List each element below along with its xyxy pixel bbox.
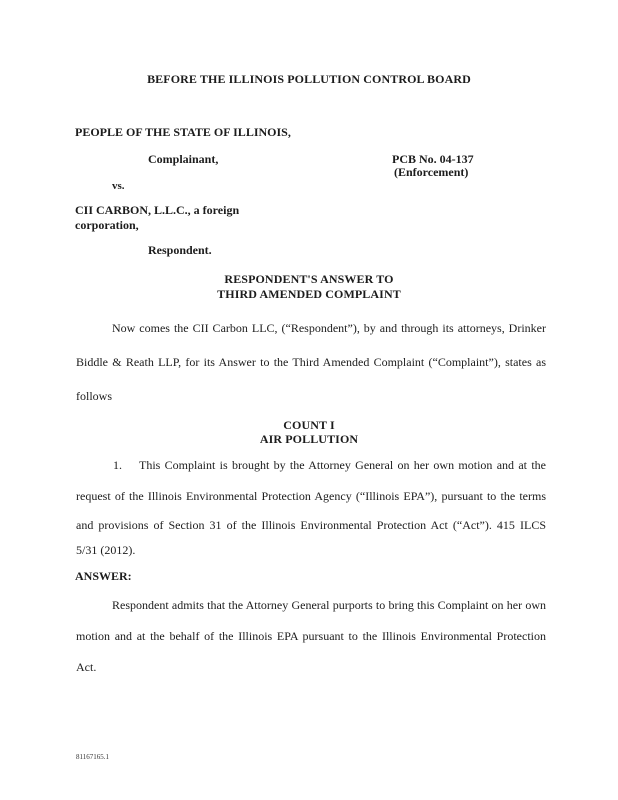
paragraph1-number: 1. [113, 458, 122, 472]
complainant-name: PEOPLE OF THE STATE OF ILLINOIS, [75, 125, 291, 139]
intro-line1: Now comes the CII Carbon LLC, (“Respondent”), by and through its attorneys, Drinker [112, 321, 546, 335]
case-number: PCB No. 04-137 [392, 152, 474, 166]
respondent-name-line1: CII CARBON, L.L.C., a foreign [75, 203, 240, 217]
board-heading: BEFORE THE ILLINOIS POLLUTION CONTROL BOARD [147, 72, 471, 86]
document-title-line2: THIRD AMENDED COMPLAINT [217, 287, 401, 301]
count-number: COUNT I [283, 418, 335, 432]
versus-label: vs. [112, 180, 125, 192]
answer-line1: Respondent admits that the Attorney General purports to bring this Complaint on her own [112, 598, 546, 612]
answer-line2: motion and at the behalf of the Illinois EPA pursuant to the Illinois Environmental Protection [76, 629, 546, 643]
respondent-name-line2: corporation, [75, 218, 139, 232]
paragraph1-line1: This Complaint is brought by the Attorney General on her own motion and at the [139, 458, 546, 472]
complainant-role: Complainant, [148, 152, 219, 166]
document-id-footer: 81167165.1 [76, 753, 109, 761]
intro-line3: follows [76, 389, 112, 403]
answer-heading: ANSWER: [75, 569, 132, 583]
intro-line2: Biddle & Reath LLP, for its Answer to the Third Amended Complaint (“Complaint”), states as [76, 355, 546, 369]
respondent-role: Respondent. [148, 243, 212, 257]
answer-line3: Act. [76, 660, 97, 674]
paragraph1-line2: request of the Illinois Environmental Protection Agency (“Illinois EPA”), pursuant to the terms [76, 489, 546, 503]
case-type: (Enforcement) [394, 165, 469, 179]
paragraph1-line4: 5/31 (2012). [76, 543, 136, 557]
document-title-line1: RESPONDENT'S ANSWER TO [224, 272, 394, 286]
paragraph1-line3: and provisions of Section 31 of the Illinois Environmental Protection Act (“Act”). 415 ILCS [76, 518, 546, 532]
count-title: AIR POLLUTION [259, 432, 359, 446]
